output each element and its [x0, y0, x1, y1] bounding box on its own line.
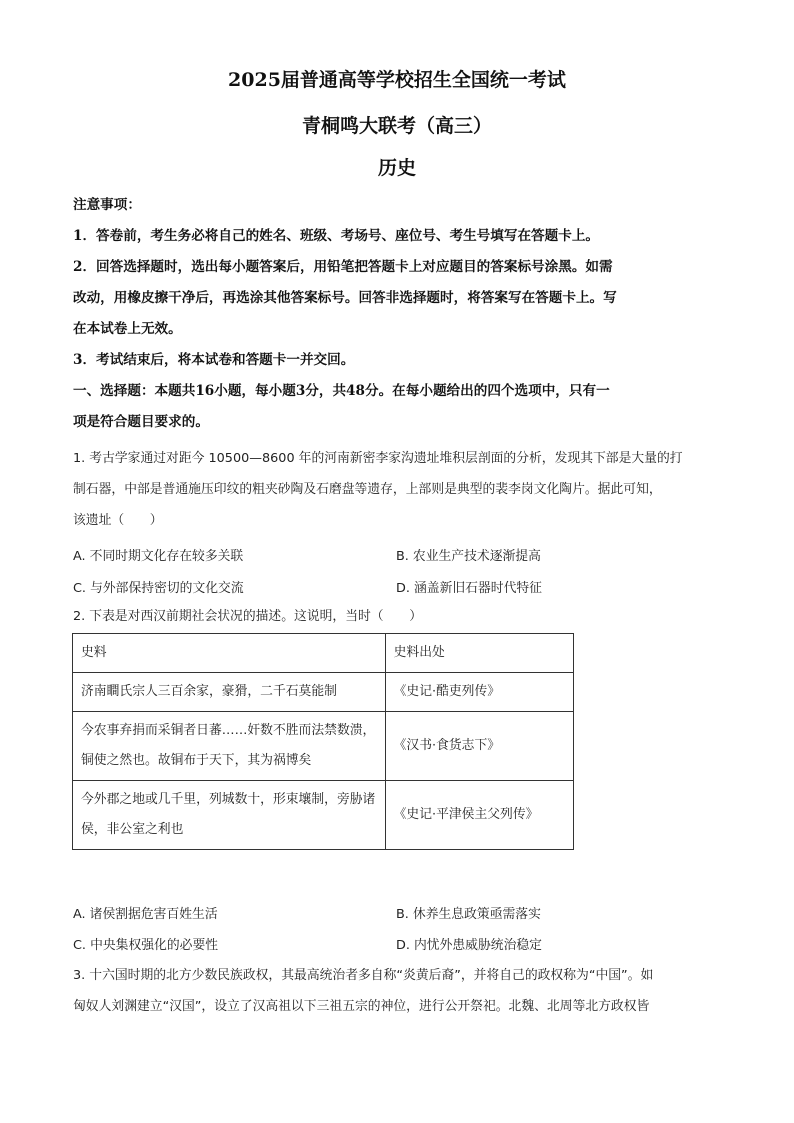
question-1-line-2: 制石器，中部是普通施压印纹的粗夹砂陶及石磨盘等遗存，上部则是典型的裴李岗文化陶片。据此可知， — [73, 482, 662, 497]
q1-option-c[interactable]: C. 与外部保持密切的文化交流 — [73, 581, 244, 596]
question-2-stem-text: 2. 下表是对西汉前期社会状况的描述。这说明，当时（ ） — [73, 609, 422, 624]
q1-option-a[interactable]: A. 不同时期文化存在较多关联 — [73, 549, 244, 564]
q2-option-c[interactable]: C. 中央集权强化的必要性 — [73, 938, 219, 953]
question-1-line-3: 该遗址（ ） — [73, 513, 163, 528]
notice-heading: 注意事项： — [73, 197, 141, 213]
question-3-line-2: 匈奴人刘渊建立“汉国”，设立了汉高祖以下三祖五宗的神位，进行公开祭祀。北魏、北周等北方政权皆 — [73, 999, 650, 1014]
q1-option-d[interactable]: D. 涵盖新旧石器时代特征 — [396, 581, 542, 596]
table-row — [73, 781, 574, 850]
question-2-table — [72, 633, 574, 850]
notice-item-3: 3．考试结束后，将本试卷和答题卡一并交回。 — [73, 352, 355, 368]
exam-title: 2025届普通高等学校招生全国统一考试 — [228, 69, 566, 91]
notice-item-2-line-1: 2．回答选择题时，选出每小题答案后，用铅笔把答题卡上对应题目的答案标号涂黑。如需 — [73, 259, 613, 275]
table-header-source-text: 史料 — [73, 634, 386, 673]
notice-section — [73, 190, 723, 438]
question-1-line-1: 1. 考古学家通过对距今 10500—8600 年的河南新密李家沟遗址堆积层剖面的分析，发现其下部是大量的打 — [73, 451, 683, 466]
notice-item-2-line-3: 在本试卷上无效。 — [73, 321, 182, 337]
table-cell-text: 今外郡之地或几千里，列城数十，形束壤制，旁胁诸侯，非公室之利也 — [73, 781, 386, 850]
exam-subtitle: 青桐鸣大联考（高三） — [301, 115, 492, 137]
q1-option-b[interactable]: B. 农业生产技术逐渐提高 — [396, 549, 541, 564]
table-header-row — [73, 634, 574, 673]
section-heading-line-2: 项是符合题目要求的。 — [73, 414, 209, 430]
table-cell-source: 《史记·平津侯主父列传》 — [385, 781, 573, 850]
question-2-stem — [73, 601, 723, 632]
notice-item-2-line-2: 改动，用橡皮擦干净后，再选涂其他答案标号。回答非选择题时，将答案写在答题卡上。写 — [73, 290, 617, 306]
q2-option-b[interactable]: B. 休养生息政策亟需落实 — [396, 907, 541, 922]
q2-option-a[interactable]: A. 诸侯割据危害百姓生活 — [73, 907, 218, 922]
question-3 — [73, 960, 723, 1022]
notice-item-1: 1．答卷前，考生务必将自己的姓名、班级、考场号、座位号、考生号填写在答题卡上。 — [73, 228, 600, 244]
question-3-line-1: 3. 十六国时期的北方少数民族政权，其最高统治者多自称“炎黄后裔”，并将自己的政权称为“中国”。如 — [73, 968, 654, 983]
section-heading-line-1: 一、选择题：本题共16小题，每小题3分，共48分。在每小题给出的四个选项中，只有一 — [73, 383, 610, 399]
table-cell-source: 《汉书·食货志下》 — [385, 712, 573, 781]
table-cell-text: 济南瞷氏宗人三百余家，豪猾，二千石莫能制 — [73, 673, 386, 712]
table-row — [73, 673, 574, 712]
table-header-source-origin: 史料出处 — [385, 634, 573, 673]
subject-title: 历史 — [377, 157, 416, 179]
table-cell-text: 今农事弃捐而采铜者日蕃……奸数不胜而法禁数溃，铜使之然也。故铜布于天下，其为祸博矣 — [73, 712, 386, 781]
question-1 — [73, 443, 723, 536]
table-row — [73, 712, 574, 781]
table-cell-source: 《史记·酷吏列传》 — [385, 673, 573, 712]
q2-option-d[interactable]: D. 内忧外患威胁统治稳定 — [396, 938, 542, 953]
